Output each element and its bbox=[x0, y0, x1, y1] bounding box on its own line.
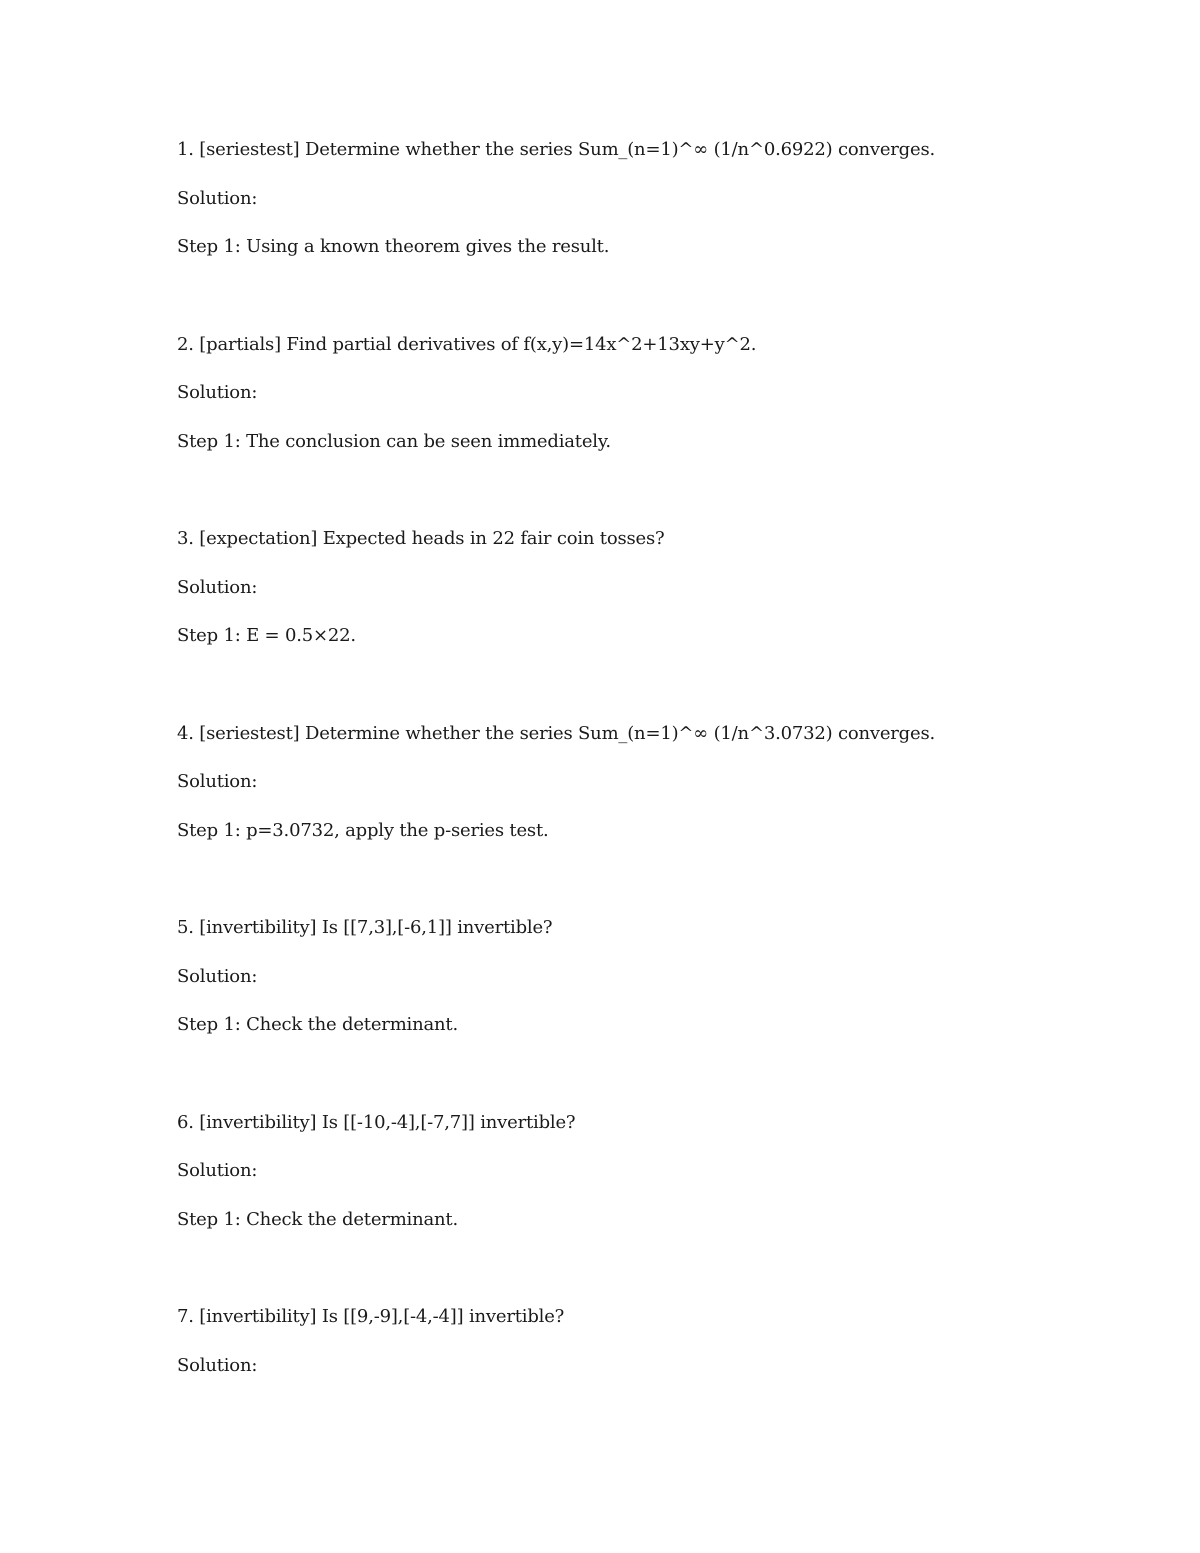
solution-label: Solution: bbox=[177, 771, 258, 792]
problem-question: 6. [invertibility] Is [[-10,-4],[-7,7]] invertible? bbox=[177, 1111, 576, 1133]
problem-2 bbox=[177, 333, 1137, 528]
solution-label: Solution: bbox=[177, 382, 258, 403]
problem-4 bbox=[177, 722, 1137, 917]
solution-step: Step 1: p=3.0732, apply the p-series test. bbox=[177, 819, 549, 841]
problem-7 bbox=[177, 1305, 1137, 1500]
problem-6 bbox=[177, 1111, 1137, 1306]
solution-label: Solution: bbox=[177, 1160, 258, 1181]
problem-1 bbox=[177, 138, 1137, 333]
problem-question: 5. [invertibility] Is [[7,3],[-6,1]] invertible? bbox=[177, 917, 553, 938]
solution-label: Solution: bbox=[177, 576, 258, 598]
problem-question: 2. [partials] Find partial derivatives of f(x,y)=14x^2+13xy+y^2. bbox=[177, 333, 757, 355]
solution-step: Step 1: The conclusion can be seen immediately. bbox=[177, 430, 611, 452]
solution-step: Step 1: Using a known theorem gives the result. bbox=[177, 236, 610, 257]
problem-question: 4. [seriestest] Determine whether the series Sum_(n=1)^∞ (1/n^3.0732) converges. bbox=[177, 722, 936, 744]
problem-3 bbox=[177, 527, 1137, 722]
problem-question: 7. [invertibility] Is [[9,-9],[-4,-4]] invertible? bbox=[177, 1306, 565, 1327]
document-content bbox=[177, 138, 1137, 1500]
solution-step: Step 1: Check the determinant. bbox=[177, 1208, 458, 1230]
solution-label: Solution: bbox=[177, 965, 258, 987]
problem-question: 3. [expectation] Expected heads in 22 fair coin tosses? bbox=[177, 528, 665, 549]
solution-label: Solution: bbox=[177, 1354, 258, 1376]
solution-step: Step 1: Check the determinant. bbox=[177, 1014, 458, 1035]
solution-step: Step 1: E = 0.5×22. bbox=[177, 625, 356, 646]
problem-question: 1. [seriestest] Determine whether the series Sum_(n=1)^∞ (1/n^0.6922) converges. bbox=[177, 139, 936, 160]
problem-5 bbox=[177, 916, 1137, 1111]
solution-label: Solution: bbox=[177, 187, 258, 209]
